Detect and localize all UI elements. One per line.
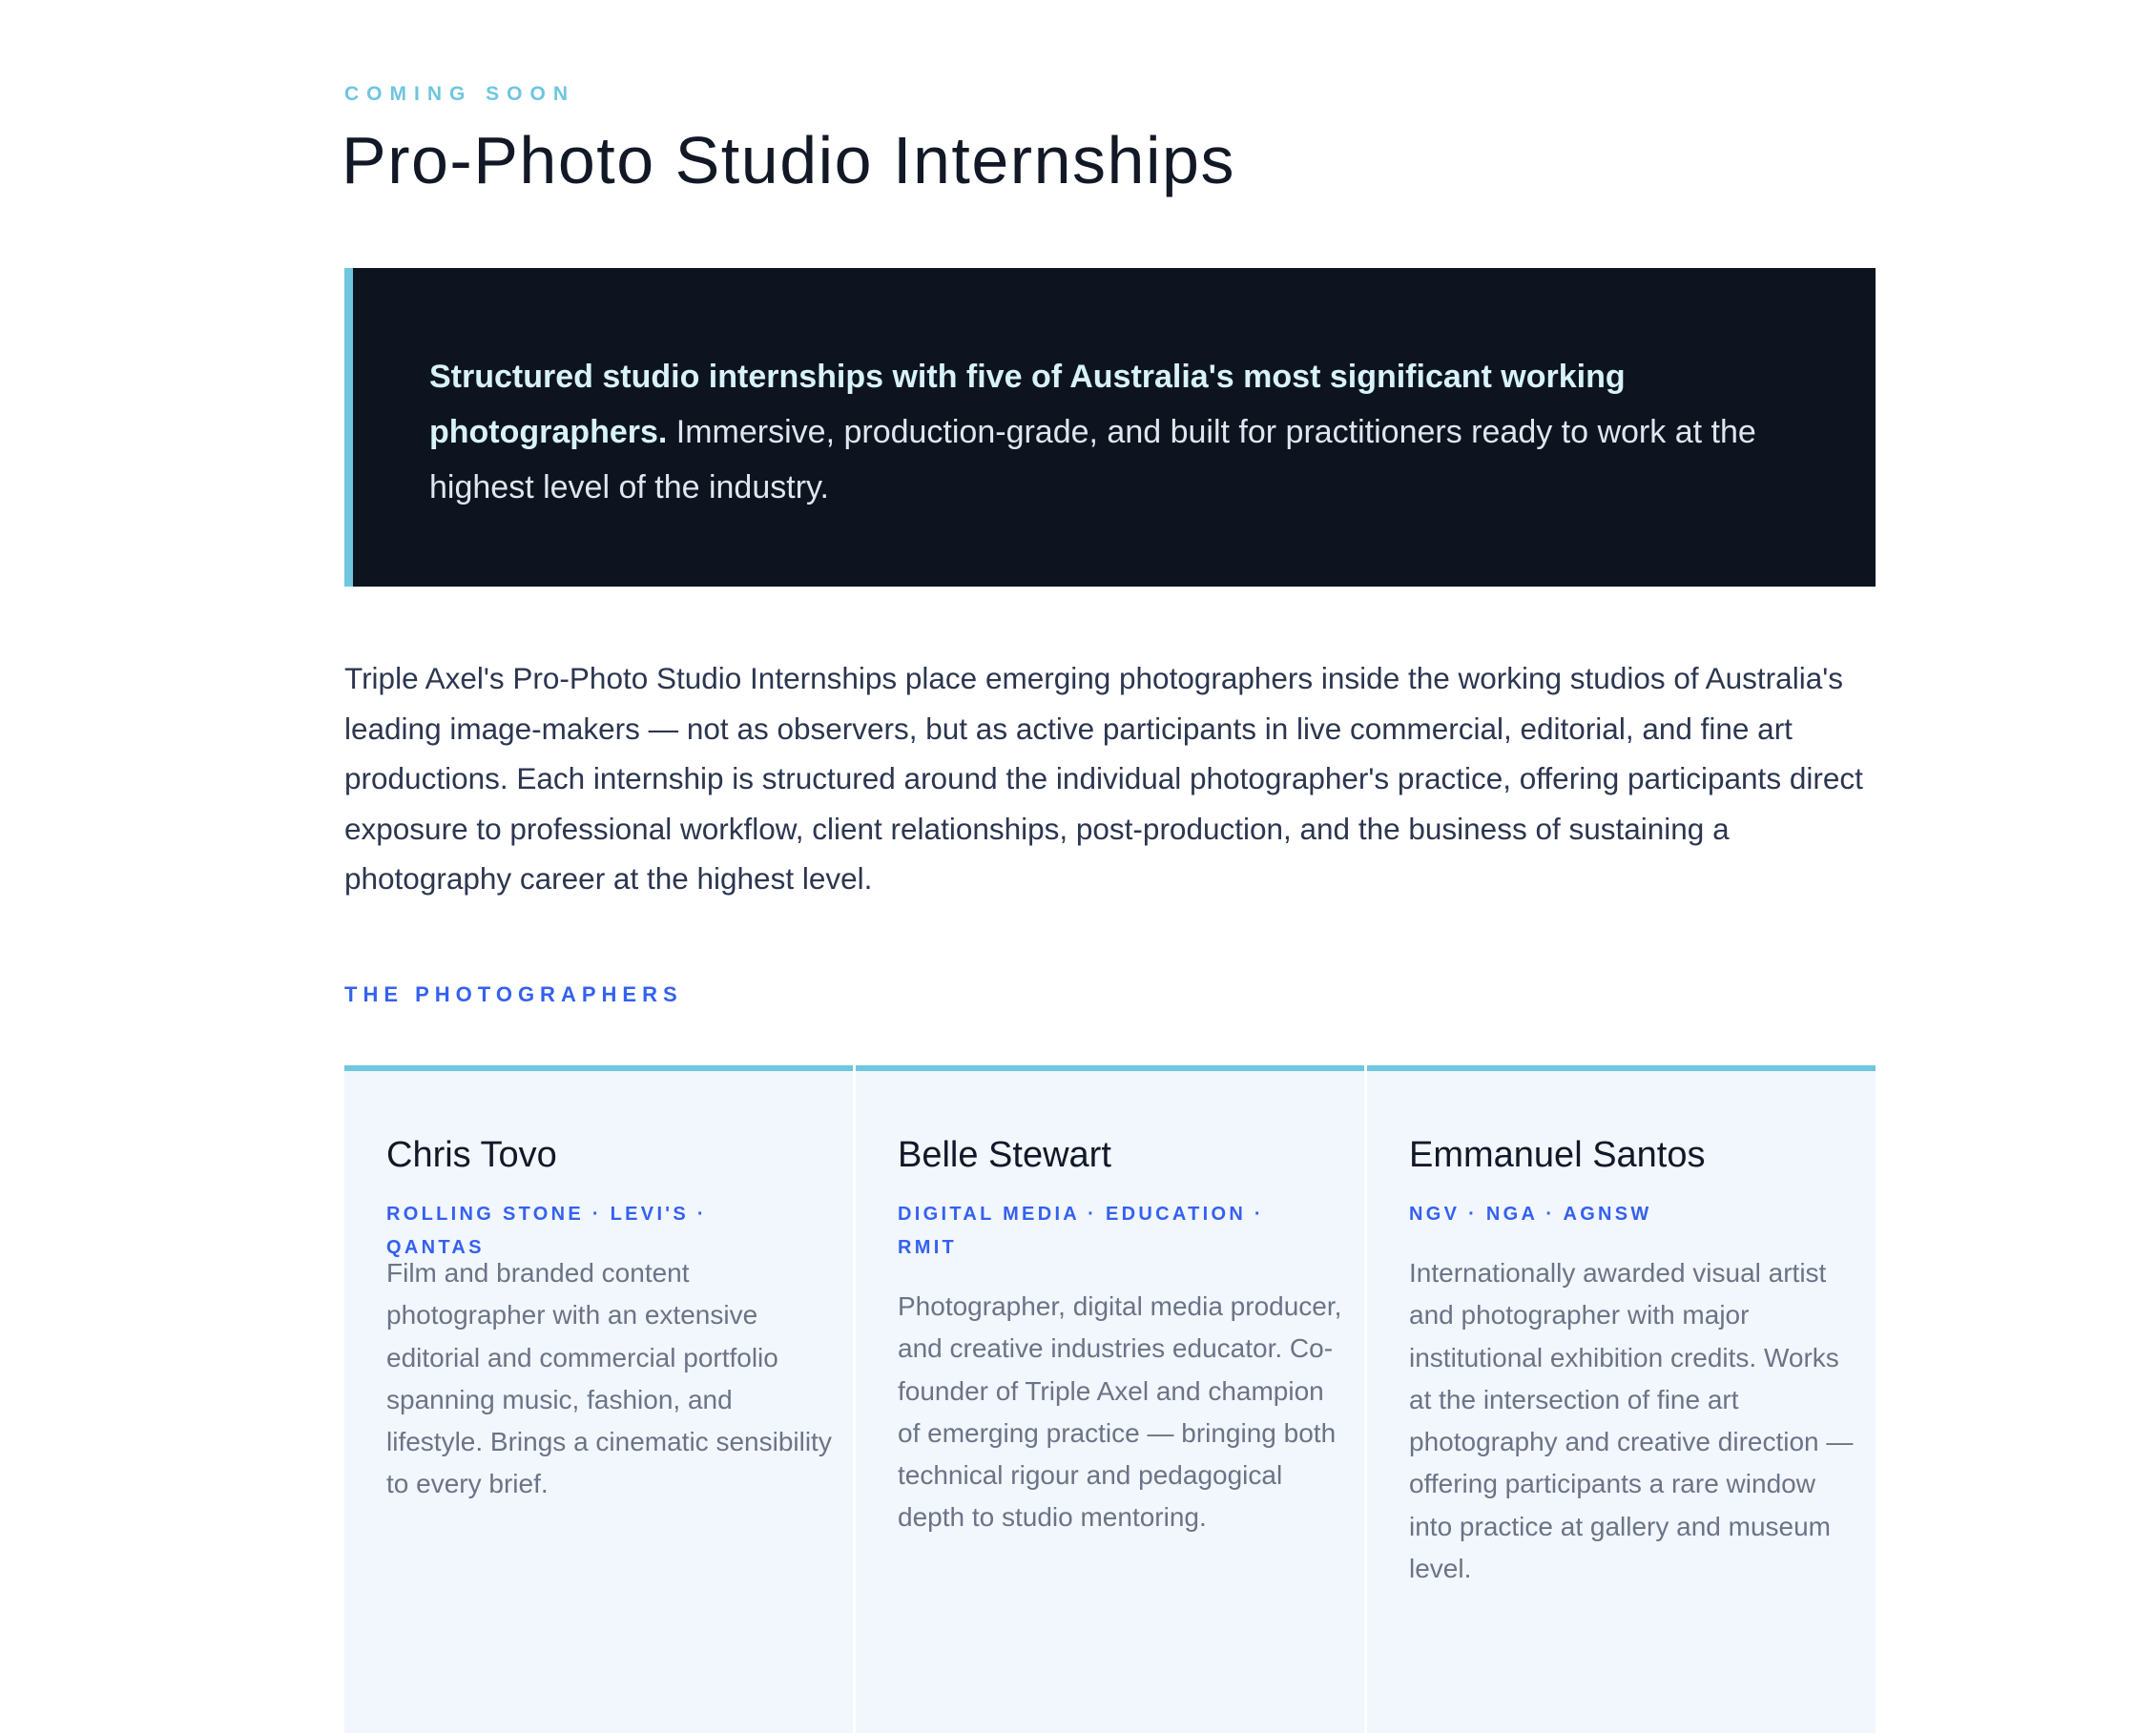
photographer-card-chris-tovo [344, 1065, 853, 1733]
coming-soon-eyebrow: COMING SOON [344, 83, 576, 105]
photographer-name: Chris Tovo [386, 1135, 557, 1175]
photographers-section-label: THE PHOTOGRAPHERS [344, 982, 683, 1006]
photographer-tags: NGV · NGA · AGNSW [1409, 1204, 1652, 1225]
photographer-tags: DIGITAL MEDIA · EDUCATION · RMIT [898, 1204, 1264, 1258]
photographer-cards [344, 1065, 1876, 1733]
photographer-tags: ROLLING STONE · LEVI'S · QANTAS [386, 1204, 707, 1258]
photographer-name: Belle Stewart [898, 1135, 1111, 1175]
intro-callout [344, 268, 1876, 587]
callout-lead: Structured studio internships with five of Australia's most significant working photographers. [429, 359, 1626, 450]
photographer-card-emmanuel-santos [1367, 1065, 1876, 1733]
photographer-bio: Internationally awarded visual artist and photographer with major institutional exhibition credits. Works at the intersection of fine art photography and creative direction — offering participants a rare window into practice at gallery and museum level. [1409, 1258, 1854, 1584]
page-title: Pro-Photo Studio Internships [342, 123, 1235, 197]
intro-paragraph: Triple Axel's Pro-Photo Studio Internships place emerging photographers inside the working studios of Australia's leading image-makers — not as observers, but as active participants in live commercial, editorial, and fine art productions. Each internship is structured around the individual photographer's practice, offering participants direct exposure to professional workflow, client relationships, post-production, and the business of sustaining a photography career at the highest level. [344, 661, 1863, 896]
callout-text [429, 349, 1784, 515]
photographer-name: Emmanuel Santos [1409, 1135, 1706, 1175]
callout-body: Immersive, production-grade, and built for practitioners ready to work at the highest level of the industry. [429, 414, 1756, 505]
photographer-bio: Film and branded content photographer with an extensive editorial and commercial portfolio spanning music, fashion, and lifestyle. Brings a cinematic sensibility to every brief. [386, 1258, 832, 1499]
photographer-bio: Photographer, digital media producer, and creative industries educator. Co-founder of Triple Axel and champion of emerging practice — bringing both technical rigour and pedagogical depth to studio mentoring. [898, 1291, 1342, 1533]
photographer-card-belle-stewart [856, 1065, 1364, 1733]
